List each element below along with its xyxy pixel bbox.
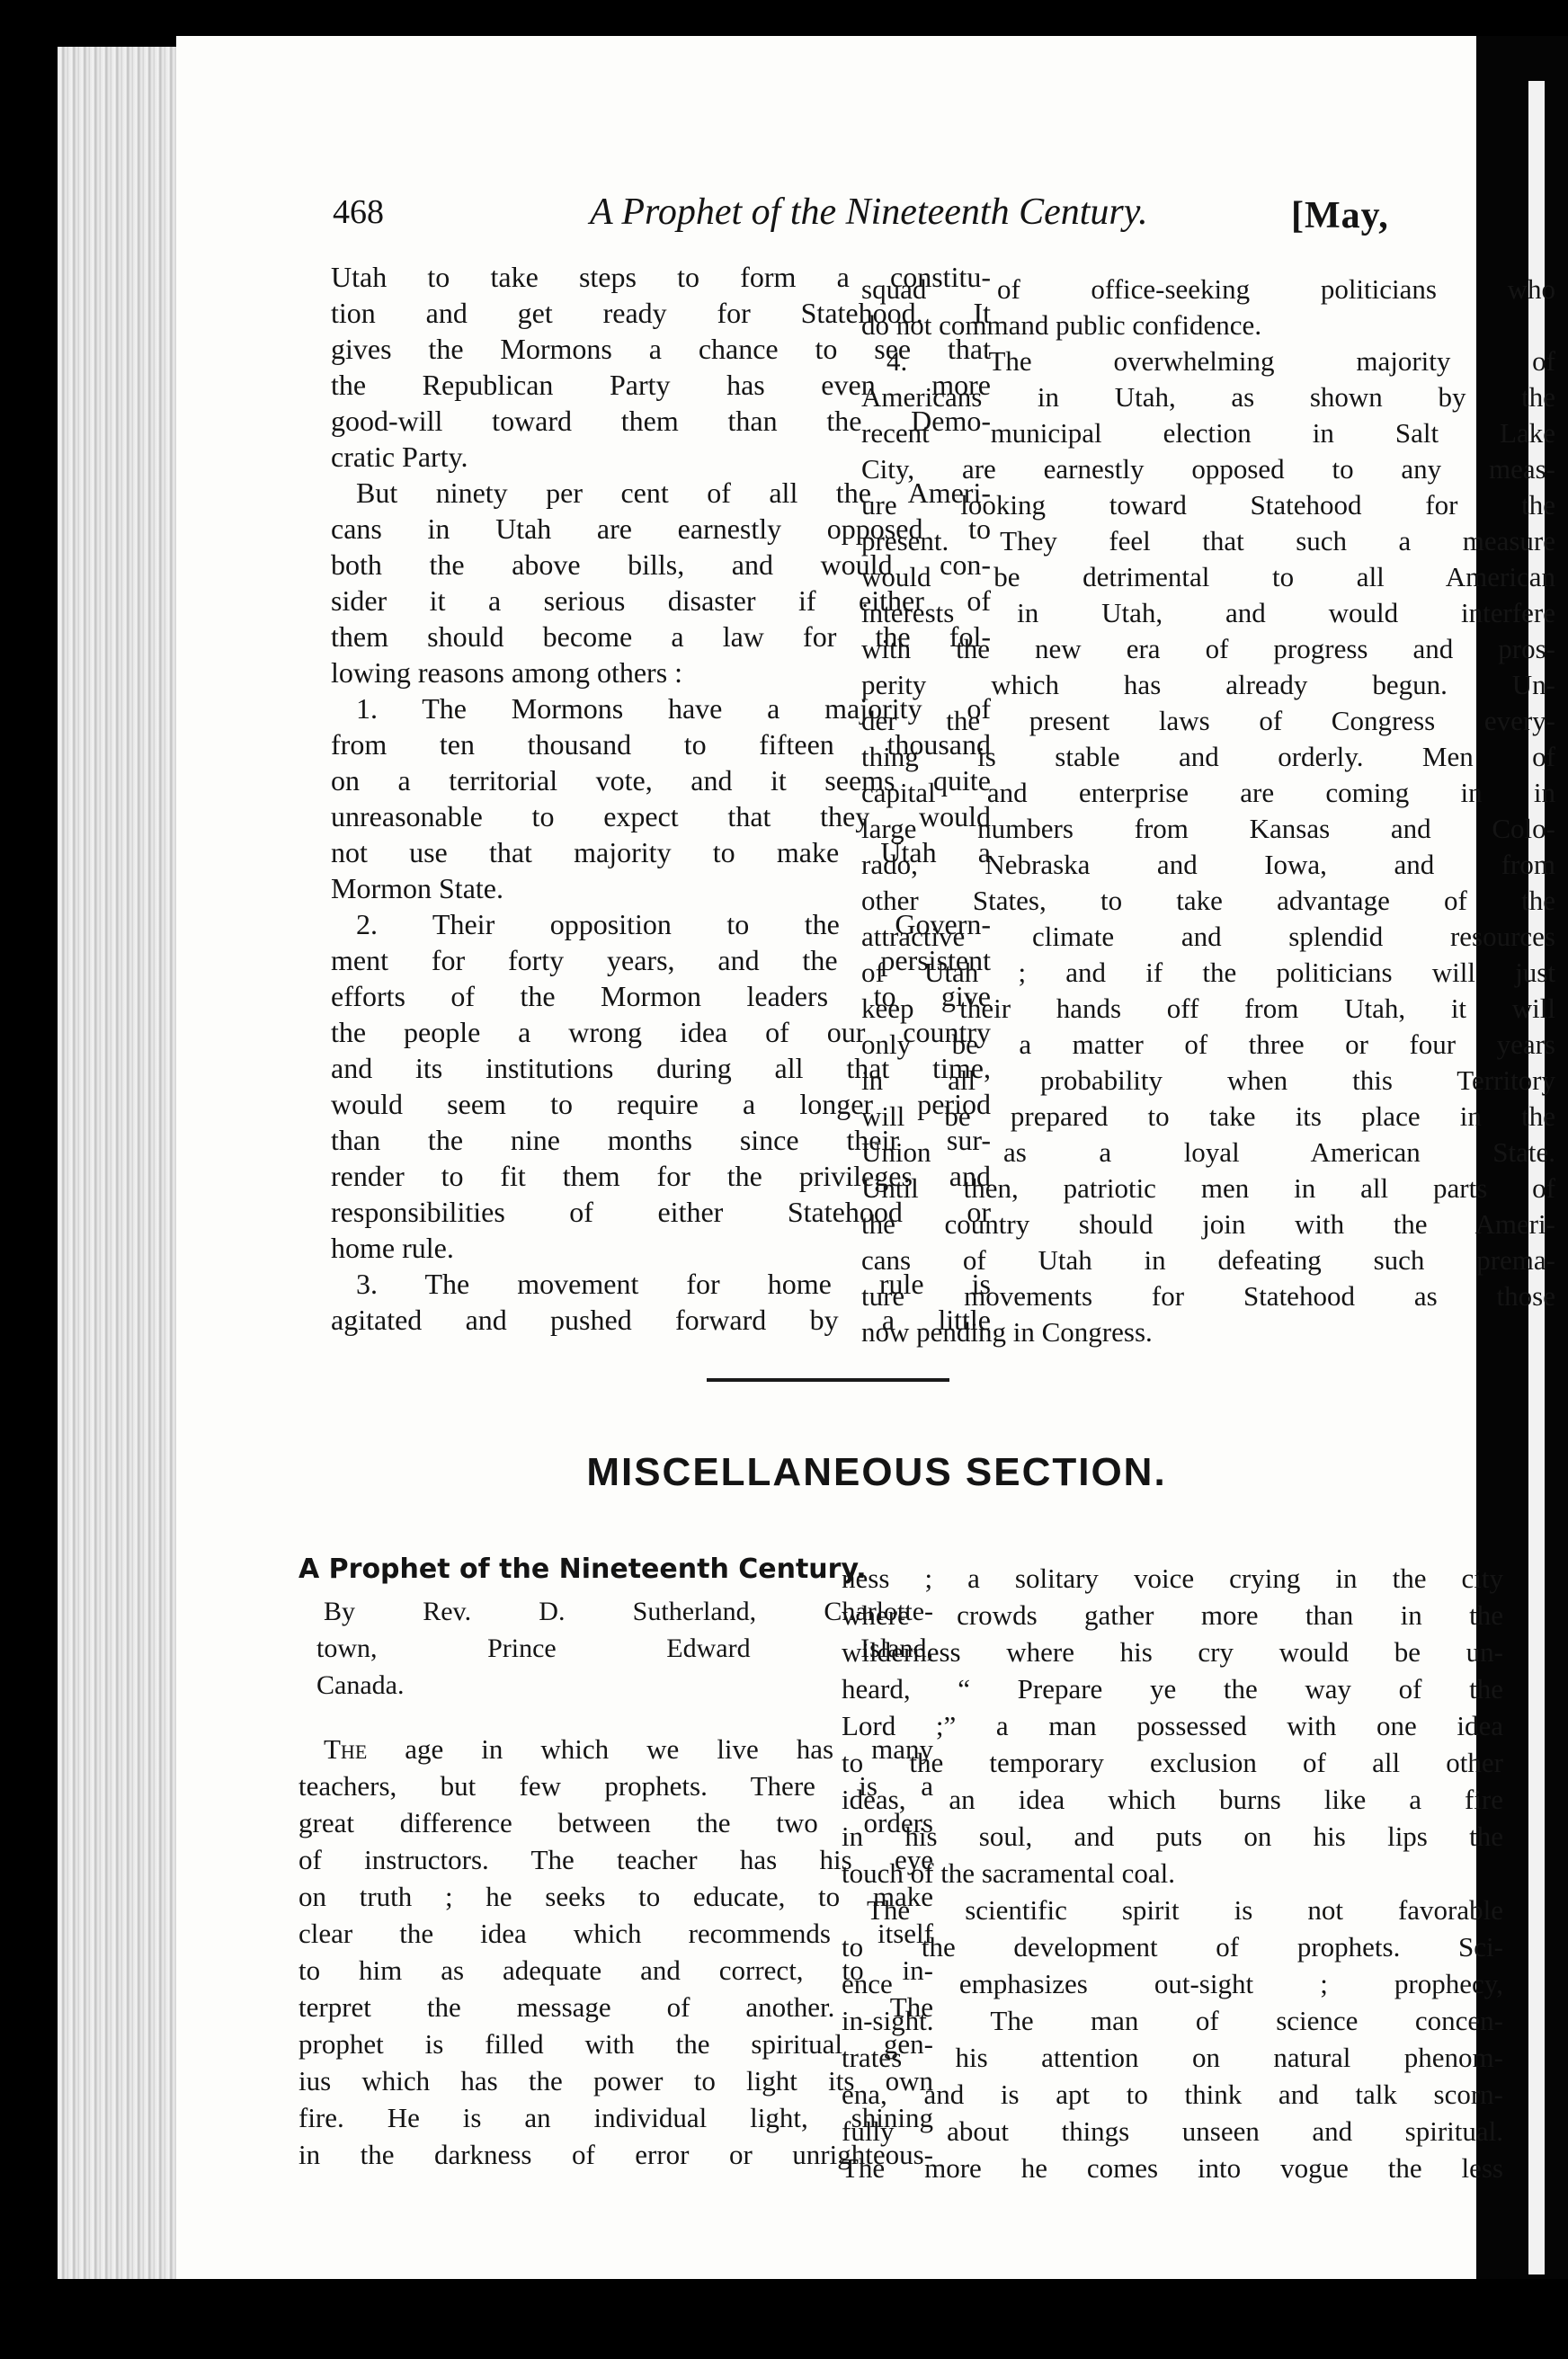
text-line: rado, Nebraska and Iowa, and from: [861, 849, 1555, 880]
text-line: agitated and pushed forward by a little: [331, 1304, 991, 1336]
text-line: ness ; a solitary voice crying in the city: [842, 1562, 1503, 1594]
text-line: Lord ;” a man possessed with one idea: [842, 1710, 1503, 1741]
text-line: fully about things unseen and spiritual.: [842, 2115, 1503, 2147]
text-line: sider it a serious disaster if either of: [331, 584, 991, 617]
text-line: clear the idea which recommends itself: [298, 1918, 933, 1949]
text-line: gives the Mormons a chance to see that: [331, 333, 991, 365]
text-line: in-sight. The man of science concen-: [842, 2005, 1503, 2036]
text-line: terpret the message of another. The: [298, 1991, 933, 2023]
text-line: large numbers from Kansas and Colo-: [861, 813, 1555, 844]
section-heading: MISCELLANEOUS SECTION.: [586, 1450, 1167, 1494]
text-line: on truth ; he seeks to educate, to make: [298, 1881, 933, 1912]
text-line: 1. The Mormons have a majority of: [356, 692, 991, 725]
text-line: The scientific spirit is not favorable: [867, 1894, 1503, 1926]
text-line: Mormon State.: [331, 872, 503, 904]
text-line: where crowds gather more than in the: [842, 1599, 1503, 1631]
text-line: of instructors. The teacher has his eye: [298, 1844, 933, 1875]
text-line: ius which has the power to light its own: [298, 2065, 933, 2096]
book-page: [176, 36, 1555, 2281]
text-line: [298, 1731, 933, 1767]
text-line: only be a matter of three or four years: [861, 1028, 1555, 1060]
text-line: 2. Their opposition to the Govern-: [356, 908, 991, 940]
running-header: [176, 187, 1476, 250]
text-line: responsibilities of either Statehood or: [331, 1196, 991, 1228]
text-line: ena, and is apt to think and talk scorn-: [842, 2079, 1503, 2110]
text-line: lowing reasons among others :: [331, 656, 683, 689]
text-line: home rule.: [331, 1232, 454, 1264]
article-title: A Prophet of the Nineteenth Century.: [298, 1553, 867, 1585]
text-line: wilderness where his cry would be un-: [842, 1636, 1503, 1668]
text-line: will be prepared to take its place in the: [861, 1100, 1555, 1132]
text-line: Utah to take steps to form a constitu-: [331, 261, 991, 293]
text-line: City, are earnestly opposed to any meas-: [861, 453, 1555, 485]
text-line: ment for forty years, and the persistent: [331, 944, 991, 976]
text-line: touch of the sacramental coal.: [842, 1857, 1175, 1889]
text-line: now pending in Congress.: [861, 1316, 1153, 1348]
text-line: to him as adequate and correct, to in-: [298, 1954, 933, 1986]
text-line: fire. He is an individual light, shining: [298, 2102, 933, 2133]
text-line: Until then, patriotic men in all parts of: [861, 1172, 1555, 1204]
text-line: 4. The overwhelming majority of: [886, 345, 1555, 377]
text-line: perity which has already begun. Un-: [861, 669, 1555, 700]
text-line: recent municipal election in Salt Lake: [861, 417, 1555, 449]
text-line: keep their hands off from Utah, it will: [861, 993, 1555, 1024]
text-line: in all probability when this Territory: [861, 1064, 1555, 1096]
text-line: But ninety per cent of all the Ameri-: [356, 476, 991, 509]
text-line: present. They feel that such a measure: [861, 525, 1555, 556]
text-line: ence emphasizes out-sight ; prophecy,: [842, 1968, 1503, 1999]
text-line: to the development of prophets. Sci-: [842, 1931, 1503, 1963]
text-line: Union as a loyal American State.: [861, 1136, 1555, 1168]
text-line: on a territorial vote, and it seems quite: [331, 764, 991, 797]
text-line: would seem to require a longer period: [331, 1088, 991, 1120]
issue-month: [May,: [1291, 195, 1389, 236]
scan-border-bottom: [0, 2279, 1568, 2359]
text-line-rest: age in which we live has many: [367, 1733, 933, 1765]
text-line: in his soul, and puts on his lips the: [842, 1820, 1503, 1852]
byline-line: By Rev. D. Sutherland, Charlotte-: [324, 1597, 933, 1626]
text-line: cratic Party.: [331, 441, 468, 473]
text-line: both the above bills, and would con-: [331, 548, 991, 581]
running-title: A Prophet of the Nineteenth Century.: [590, 191, 1148, 233]
text-line: cans of Utah in defeating such prema-: [861, 1244, 1555, 1276]
text-line: der the present laws of Congress every-: [861, 705, 1555, 736]
text-line: efforts of the Mormon leaders to give: [331, 980, 991, 1012]
text-line: render to fit them for the privileges and: [331, 1160, 991, 1192]
byline-line: Canada.: [316, 1670, 405, 1700]
byline-line: town, Prince Edward Island,: [316, 1633, 933, 1663]
text-line: heard, “ Prepare ye the way of the: [842, 1673, 1503, 1705]
text-line: cans in Utah are earnestly opposed to: [331, 512, 991, 545]
page-number: 468: [333, 193, 384, 231]
text-line: the Republican Party has even more: [331, 369, 991, 401]
initial-word: The: [324, 1733, 368, 1765]
book-page-edges: [58, 47, 192, 2281]
text-line: 3. The movement for home rule is: [356, 1268, 991, 1300]
text-line: would be detrimental to all American: [861, 561, 1555, 592]
text-line: great difference between the two orders: [298, 1807, 933, 1838]
text-line: than the nine months since their sur-: [331, 1124, 991, 1156]
text-line: ture movements for Statehood as those: [861, 1280, 1555, 1312]
text-line: Americans in Utah, as shown by the: [861, 381, 1555, 413]
text-line: do not command public confidence.: [861, 309, 1262, 341]
text-line: other States, to take advantage of the: [861, 885, 1555, 916]
text-line: of Utah ; and if the politicians will just: [861, 957, 1555, 988]
column-right: [861, 272, 1555, 1350]
text-line: the people a wrong idea of our country: [331, 1016, 991, 1048]
text-line: to the temporary exclusion of all other: [842, 1747, 1503, 1778]
text-line: squad of office-seeking politicians who: [861, 273, 1555, 305]
text-line: in the darkness of error or unrighteous-: [298, 2139, 933, 2170]
text-line: good-will toward them than the Demo-: [331, 405, 991, 437]
article-column-1: [298, 1551, 933, 2173]
text-line: prophet is filled with the spiritual gen-: [298, 2028, 933, 2060]
text-line: ideas, an idea which burns like a fire: [842, 1784, 1503, 1815]
text-line: from ten thousand to fifteen thousand: [331, 728, 991, 761]
text-line: The more he comes into vogue the less: [842, 2152, 1503, 2184]
article-column-2: [842, 1560, 1503, 2186]
text-line: trates his attention on natural phenom-: [842, 2042, 1503, 2073]
text-line: unreasonable to expect that they would: [331, 800, 991, 832]
text-line: not use that majority to make Utah a: [331, 836, 991, 868]
text-line: the country should join with the Ameri-: [861, 1208, 1555, 1240]
text-line: ure looking toward Statehood for the: [861, 489, 1555, 521]
text-line: attractive climate and splendid resources: [861, 921, 1555, 952]
text-line: teachers, but few prophets. There is a: [298, 1770, 933, 1802]
text-line: interests in Utah, and would interfere: [861, 597, 1555, 628]
text-line: them should become a law for the fol-: [331, 620, 991, 653]
text-line: capital and enterprise are coming in in: [861, 777, 1555, 808]
section-divider: [707, 1378, 949, 1382]
text-line: thing is stable and orderly. Men of: [861, 741, 1555, 772]
text-line: tion and get ready for Statehood. It: [331, 297, 991, 329]
text-line: and its institutions during all that time,: [331, 1052, 991, 1084]
text-line: with the new era of progress and pros-: [861, 633, 1555, 664]
